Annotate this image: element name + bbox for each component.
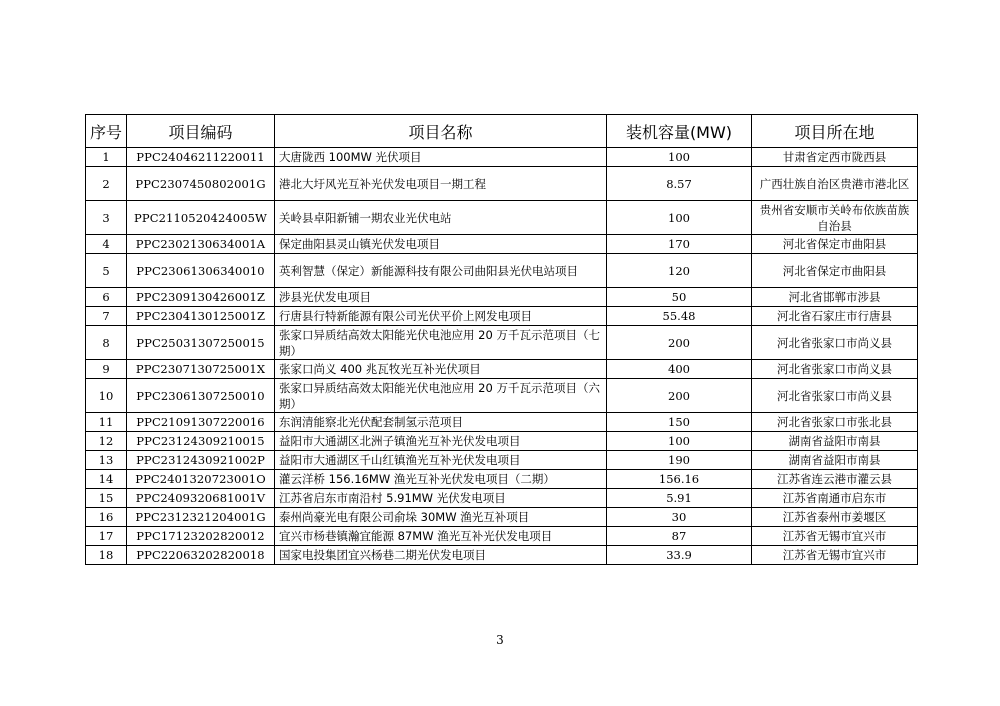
cell-capacity: 190 bbox=[607, 451, 752, 470]
cell-no: 7 bbox=[86, 307, 127, 326]
table-row bbox=[86, 201, 918, 235]
cell-location: 江苏省连云港市灌云县 bbox=[752, 470, 918, 489]
cell-no: 12 bbox=[86, 432, 127, 451]
table-header-row bbox=[86, 115, 918, 148]
cell-name: 益阳市大通湖区北洲子镇渔光互补光伏发电项目 bbox=[275, 432, 607, 451]
table-row bbox=[86, 254, 918, 288]
cell-code: PPC24046211220011 bbox=[127, 148, 275, 167]
table-row bbox=[86, 235, 918, 254]
cell-no: 3 bbox=[86, 201, 127, 235]
cell-name: 张家口异质结高效太阳能光伏电池应用 20 万千瓦示范项目（七期） bbox=[275, 326, 607, 360]
cell-code: PPC2302130634001A bbox=[127, 235, 275, 254]
cell-location: 湖南省益阳市南县 bbox=[752, 451, 918, 470]
cell-no: 10 bbox=[86, 379, 127, 413]
cell-name: 港北大圩风光互补光伏发电项目一期工程 bbox=[275, 167, 607, 201]
cell-code: PPC22063202820018 bbox=[127, 546, 275, 565]
cell-no: 4 bbox=[86, 235, 127, 254]
cell-no: 14 bbox=[86, 470, 127, 489]
cell-location: 河北省张家口市尚义县 bbox=[752, 326, 918, 360]
table-row bbox=[86, 489, 918, 508]
cell-name: 灌云洋桥 156.16MW 渔光互补光伏发电项目（二期） bbox=[275, 470, 607, 489]
table-row bbox=[86, 451, 918, 470]
cell-no: 16 bbox=[86, 508, 127, 527]
cell-capacity: 150 bbox=[607, 413, 752, 432]
cell-name: 张家口尚义 400 兆瓦牧光互补光伏项目 bbox=[275, 360, 607, 379]
table-row bbox=[86, 307, 918, 326]
cell-location: 河北省张家口市张北县 bbox=[752, 413, 918, 432]
cell-no: 8 bbox=[86, 326, 127, 360]
page-number: 3 bbox=[496, 633, 504, 647]
cell-location: 广西壮族自治区贵港市港北区 bbox=[752, 167, 918, 201]
cell-code: PPC23061306340010 bbox=[127, 254, 275, 288]
cell-name: 关岭县卓阳新铺一期农业光伏电站 bbox=[275, 201, 607, 235]
cell-no: 13 bbox=[86, 451, 127, 470]
cell-capacity: 100 bbox=[607, 201, 752, 235]
project-table bbox=[85, 114, 918, 565]
cell-code: PPC2304130125001Z bbox=[127, 307, 275, 326]
cell-code: PPC2110520424005W bbox=[127, 201, 275, 235]
cell-name: 英利智慧（保定）新能源科技有限公司曲阳县光伏电站项目 bbox=[275, 254, 607, 288]
cell-code: PPC2309130426001Z bbox=[127, 288, 275, 307]
cell-no: 11 bbox=[86, 413, 127, 432]
table-row bbox=[86, 413, 918, 432]
cell-name: 国家电投集团宜兴杨巷二期光伏发电项目 bbox=[275, 546, 607, 565]
table-row bbox=[86, 360, 918, 379]
cell-name: 张家口异质结高效太阳能光伏电池应用 20 万千瓦示范项目（六期） bbox=[275, 379, 607, 413]
cell-capacity: 8.57 bbox=[607, 167, 752, 201]
cell-code: PPC23061307250010 bbox=[127, 379, 275, 413]
cell-location: 湖南省益阳市南县 bbox=[752, 432, 918, 451]
cell-name: 江苏省启东市南沿村 5.91MW 光伏发电项目 bbox=[275, 489, 607, 508]
cell-name: 宜兴市杨巷镇瀚宜能源 87MW 渔光互补光伏发电项目 bbox=[275, 527, 607, 546]
cell-code: PPC2401320723001O bbox=[127, 470, 275, 489]
cell-capacity: 200 bbox=[607, 379, 752, 413]
cell-capacity: 120 bbox=[607, 254, 752, 288]
cell-capacity: 55.48 bbox=[607, 307, 752, 326]
cell-location: 河北省邯郸市涉县 bbox=[752, 288, 918, 307]
header-capacity: 装机容量(MW) bbox=[607, 115, 752, 148]
table-row bbox=[86, 326, 918, 360]
cell-no: 17 bbox=[86, 527, 127, 546]
cell-name: 保定曲阳县灵山镇光伏发电项目 bbox=[275, 235, 607, 254]
cell-location: 河北省保定市曲阳县 bbox=[752, 235, 918, 254]
table-row bbox=[86, 508, 918, 527]
cell-code: PPC2312321204001G bbox=[127, 508, 275, 527]
cell-no: 2 bbox=[86, 167, 127, 201]
cell-name: 涉县光伏发电项目 bbox=[275, 288, 607, 307]
table-row bbox=[86, 148, 918, 167]
table-row bbox=[86, 379, 918, 413]
cell-capacity: 30 bbox=[607, 508, 752, 527]
cell-location: 江苏省南通市启东市 bbox=[752, 489, 918, 508]
cell-capacity: 100 bbox=[607, 148, 752, 167]
cell-no: 1 bbox=[86, 148, 127, 167]
cell-location: 江苏省无锡市宜兴市 bbox=[752, 546, 918, 565]
cell-no: 15 bbox=[86, 489, 127, 508]
cell-capacity: 100 bbox=[607, 432, 752, 451]
cell-name: 大唐陇西 100MW 光伏项目 bbox=[275, 148, 607, 167]
cell-no: 6 bbox=[86, 288, 127, 307]
cell-capacity: 5.91 bbox=[607, 489, 752, 508]
cell-capacity: 400 bbox=[607, 360, 752, 379]
cell-location: 河北省保定市曲阳县 bbox=[752, 254, 918, 288]
cell-name: 泰州尚豪光电有限公司俞垛 30MW 渔光互补项目 bbox=[275, 508, 607, 527]
cell-capacity: 50 bbox=[607, 288, 752, 307]
cell-location: 江苏省泰州市姜堰区 bbox=[752, 508, 918, 527]
cell-name: 益阳市大通湖区千山红镇渔光互补光伏发电项目 bbox=[275, 451, 607, 470]
cell-location: 甘肃省定西市陇西县 bbox=[752, 148, 918, 167]
cell-location: 江苏省无锡市宜兴市 bbox=[752, 527, 918, 546]
cell-code: PPC17123202820012 bbox=[127, 527, 275, 546]
cell-code: PPC2409320681001V bbox=[127, 489, 275, 508]
table-row bbox=[86, 470, 918, 489]
cell-capacity: 156.16 bbox=[607, 470, 752, 489]
table-row bbox=[86, 167, 918, 201]
header-no: 序号 bbox=[86, 115, 127, 148]
cell-code: PPC2312430921002P bbox=[127, 451, 275, 470]
table-row bbox=[86, 546, 918, 565]
cell-location: 贵州省安顺市关岭布依族苗族自治县 bbox=[752, 201, 918, 235]
table-row bbox=[86, 527, 918, 546]
cell-code: PPC21091307220016 bbox=[127, 413, 275, 432]
cell-name: 东润清能察北光伏配套制氢示范项目 bbox=[275, 413, 607, 432]
cell-code: PPC2307450802001G bbox=[127, 167, 275, 201]
cell-capacity: 87 bbox=[607, 527, 752, 546]
cell-location: 河北省石家庄市行唐县 bbox=[752, 307, 918, 326]
cell-capacity: 33.9 bbox=[607, 546, 752, 565]
table-row bbox=[86, 432, 918, 451]
table-row bbox=[86, 288, 918, 307]
cell-code: PPC25031307250015 bbox=[127, 326, 275, 360]
cell-capacity: 200 bbox=[607, 326, 752, 360]
cell-no: 9 bbox=[86, 360, 127, 379]
cell-code: PPC2307130725001X bbox=[127, 360, 275, 379]
cell-capacity: 170 bbox=[607, 235, 752, 254]
cell-location: 河北省张家口市尚义县 bbox=[752, 360, 918, 379]
cell-no: 5 bbox=[86, 254, 127, 288]
cell-no: 18 bbox=[86, 546, 127, 565]
cell-code: PPC23124309210015 bbox=[127, 432, 275, 451]
cell-location: 河北省张家口市尚义县 bbox=[752, 379, 918, 413]
header-name: 项目名称 bbox=[275, 115, 607, 148]
cell-name: 行唐县行特新能源有限公司光伏平价上网发电项目 bbox=[275, 307, 607, 326]
header-code: 项目编码 bbox=[127, 115, 275, 148]
header-location: 项目所在地 bbox=[752, 115, 918, 148]
